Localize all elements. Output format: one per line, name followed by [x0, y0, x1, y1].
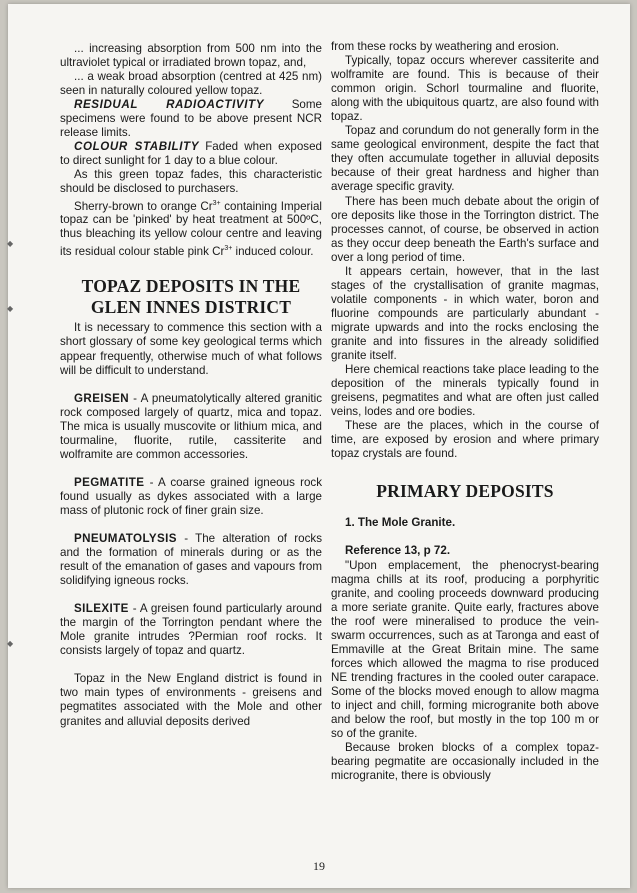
paragraph-residual-radioactivity: [60, 98, 322, 140]
inline-heading: RESIDUAL RADIOACTIVITY: [74, 98, 265, 112]
glossary-definition: - A coarse grained igneous rock found usually as dykes associated with a large mass of plutonic rock of finer grain size.: [60, 475, 322, 517]
paragraph: These are the places, which in the course of time, are exposed by erosion and where primary topaz crystals are found.: [331, 419, 599, 461]
glossary-pegmatite: [60, 476, 322, 518]
title-line: GLEN INNES DISTRICT: [90, 297, 292, 318]
superscript: 3+: [212, 199, 221, 207]
paragraph: Typically, topaz occurs wherever cassiterite and wolframite are found. This is because of their common origin. Schorl tourmaline and fluorite, along with the ubiquitous quartz, are also found with topaz.: [331, 54, 599, 124]
paragraph: Topaz in the New England district is found in two main types of environments - greisens and pegmatites associated with the Mole and other granites and alluvial deposits derived: [60, 672, 322, 728]
paragraph: Here chemical reactions take place leading to the deposition of the minerals typically found in greisens, pegmatites and what are often just called veins, lodes and ore bodies.: [331, 363, 599, 419]
paragraph-intro: It is necessary to commence this section with a short glossary of some key geological terms which appear frequently, otherwise much of what follows will be difficult to understand.: [60, 321, 322, 377]
reference-heading: Reference 13, p 72.: [345, 544, 451, 558]
paragraph: ... increasing absorption from 500 nm into the ultraviolet typical or irradiated brown topaz, and,: [60, 42, 322, 70]
paragraph: There has been much debate about the origin of ore deposits like those in the Torrington district. The processes cannot, of course, be observed in action as they occur deep beneath the Earth's surface and over a long period of time.: [331, 194, 599, 264]
glossary-term: SILEXITE: [74, 602, 129, 616]
superscript: 3+: [224, 244, 233, 252]
inline-heading: COLOUR STABILITY: [74, 140, 200, 154]
paragraph-text: Faded when exposed to direct sunlight for 1 day to a blue colour.: [60, 140, 322, 168]
text-run: containing Imperial topaz can be 'pinked' by heat treatment at 500ºC, thus bleaching its yellow colour centre and leaving its residual colour stable pink Cr: [60, 199, 322, 258]
glossary-definition: - A greisen found particularly around the margin of the Torrington pendant where the Mole granite intrudes ?Permian roof rocks. It consists largely of topaz and quartz.: [60, 602, 322, 658]
glossary-definition: - A pneumatolytically altered granitic rock composed largely of quartz, mica and topaz. The mica is usually muscovite or lithium mica, and tourmaline, fluorite, rutile, cassiterite and wolframite are common accessories.: [60, 391, 322, 461]
title-line: TOPAZ DEPOSITS IN THE: [81, 276, 301, 297]
document-page: [8, 4, 630, 888]
left-column: [60, 42, 322, 729]
paragraph-colour-stability: [60, 140, 322, 168]
glossary-term: PNEUMATOLYSIS: [74, 531, 177, 545]
subheading: 1. The Mole Granite.: [345, 516, 456, 530]
glossary-term: PEGMATITE: [74, 475, 145, 489]
paragraph: Topaz and corundum do not generally form in the same geological environment, despite the fact that they often accumulate together in alluvial deposits because of their great hardness and higher than average specific gravity.: [331, 124, 599, 194]
section-title: [60, 276, 322, 318]
binding-hole-mark: ◆: [7, 304, 14, 313]
glossary-pneumatolysis: [60, 532, 322, 588]
text-run: induced colour.: [232, 244, 314, 258]
paragraph: It appears certain, however, that in the last stages of the crystallisation of granite magmas, volatile components - in which water, boron and fluorine compounds are particularly abundant - migrate upwards and into the rocks enclosing the granite and into fissures in the already solidified granite itself.: [331, 264, 599, 363]
paragraph: ... a weak broad absorption (centred at 425 nm) seen in naturally coloured yellow topaz.: [60, 70, 322, 98]
quote-paragraph: "Upon emplacement, the phenocryst-bearing magma chills at its roof, producing a porphyritic granite, and cooling proceeds downward producing a more seriate granite. Quite early, fractures above the roof were mineralised to produce the vein-swarm occurrences, such as at Taronga and east of Emmaville at the Great Britain mine. The same forces which allowed the magma to rise produced NE trending fractures in the cooled outer carapace. Some of the blocks moved enough to allow magma to inject and chill, forming microgranite both above and below the roof, but mostly in the top 100 m or so of the granite.: [331, 558, 599, 741]
paragraph: Because broken blocks of a complex topaz-bearing pegmatite are occasionally included in the microgranite, there is obviously: [331, 741, 599, 783]
glossary-silexite: [60, 602, 322, 658]
page-number: 19: [313, 859, 325, 873]
paragraph: from these rocks by weathering and erosion.: [331, 40, 560, 53]
paragraph: [60, 197, 322, 259]
glossary-term: GREISEN: [74, 391, 129, 405]
right-column: [331, 40, 599, 783]
paragraph: As this green topaz fades, this characteristic should be disclosed to purchasers.: [60, 168, 322, 196]
binding-hole-mark: ◆: [7, 639, 14, 648]
glossary-definition: - The alteration of rocks and the formation of minerals during or as the result of the emanation of gases and vapours from solidifying igneous rocks.: [60, 531, 322, 588]
section-title: PRIMARY DEPOSITS: [376, 481, 554, 502]
binding-hole-mark: ◆: [7, 239, 14, 248]
text-run: Sherry-brown to orange Cr: [74, 199, 213, 213]
glossary-greisen: [60, 392, 322, 462]
paragraph-text: Some specimens were found to be above present NCR release limits.: [60, 98, 322, 140]
